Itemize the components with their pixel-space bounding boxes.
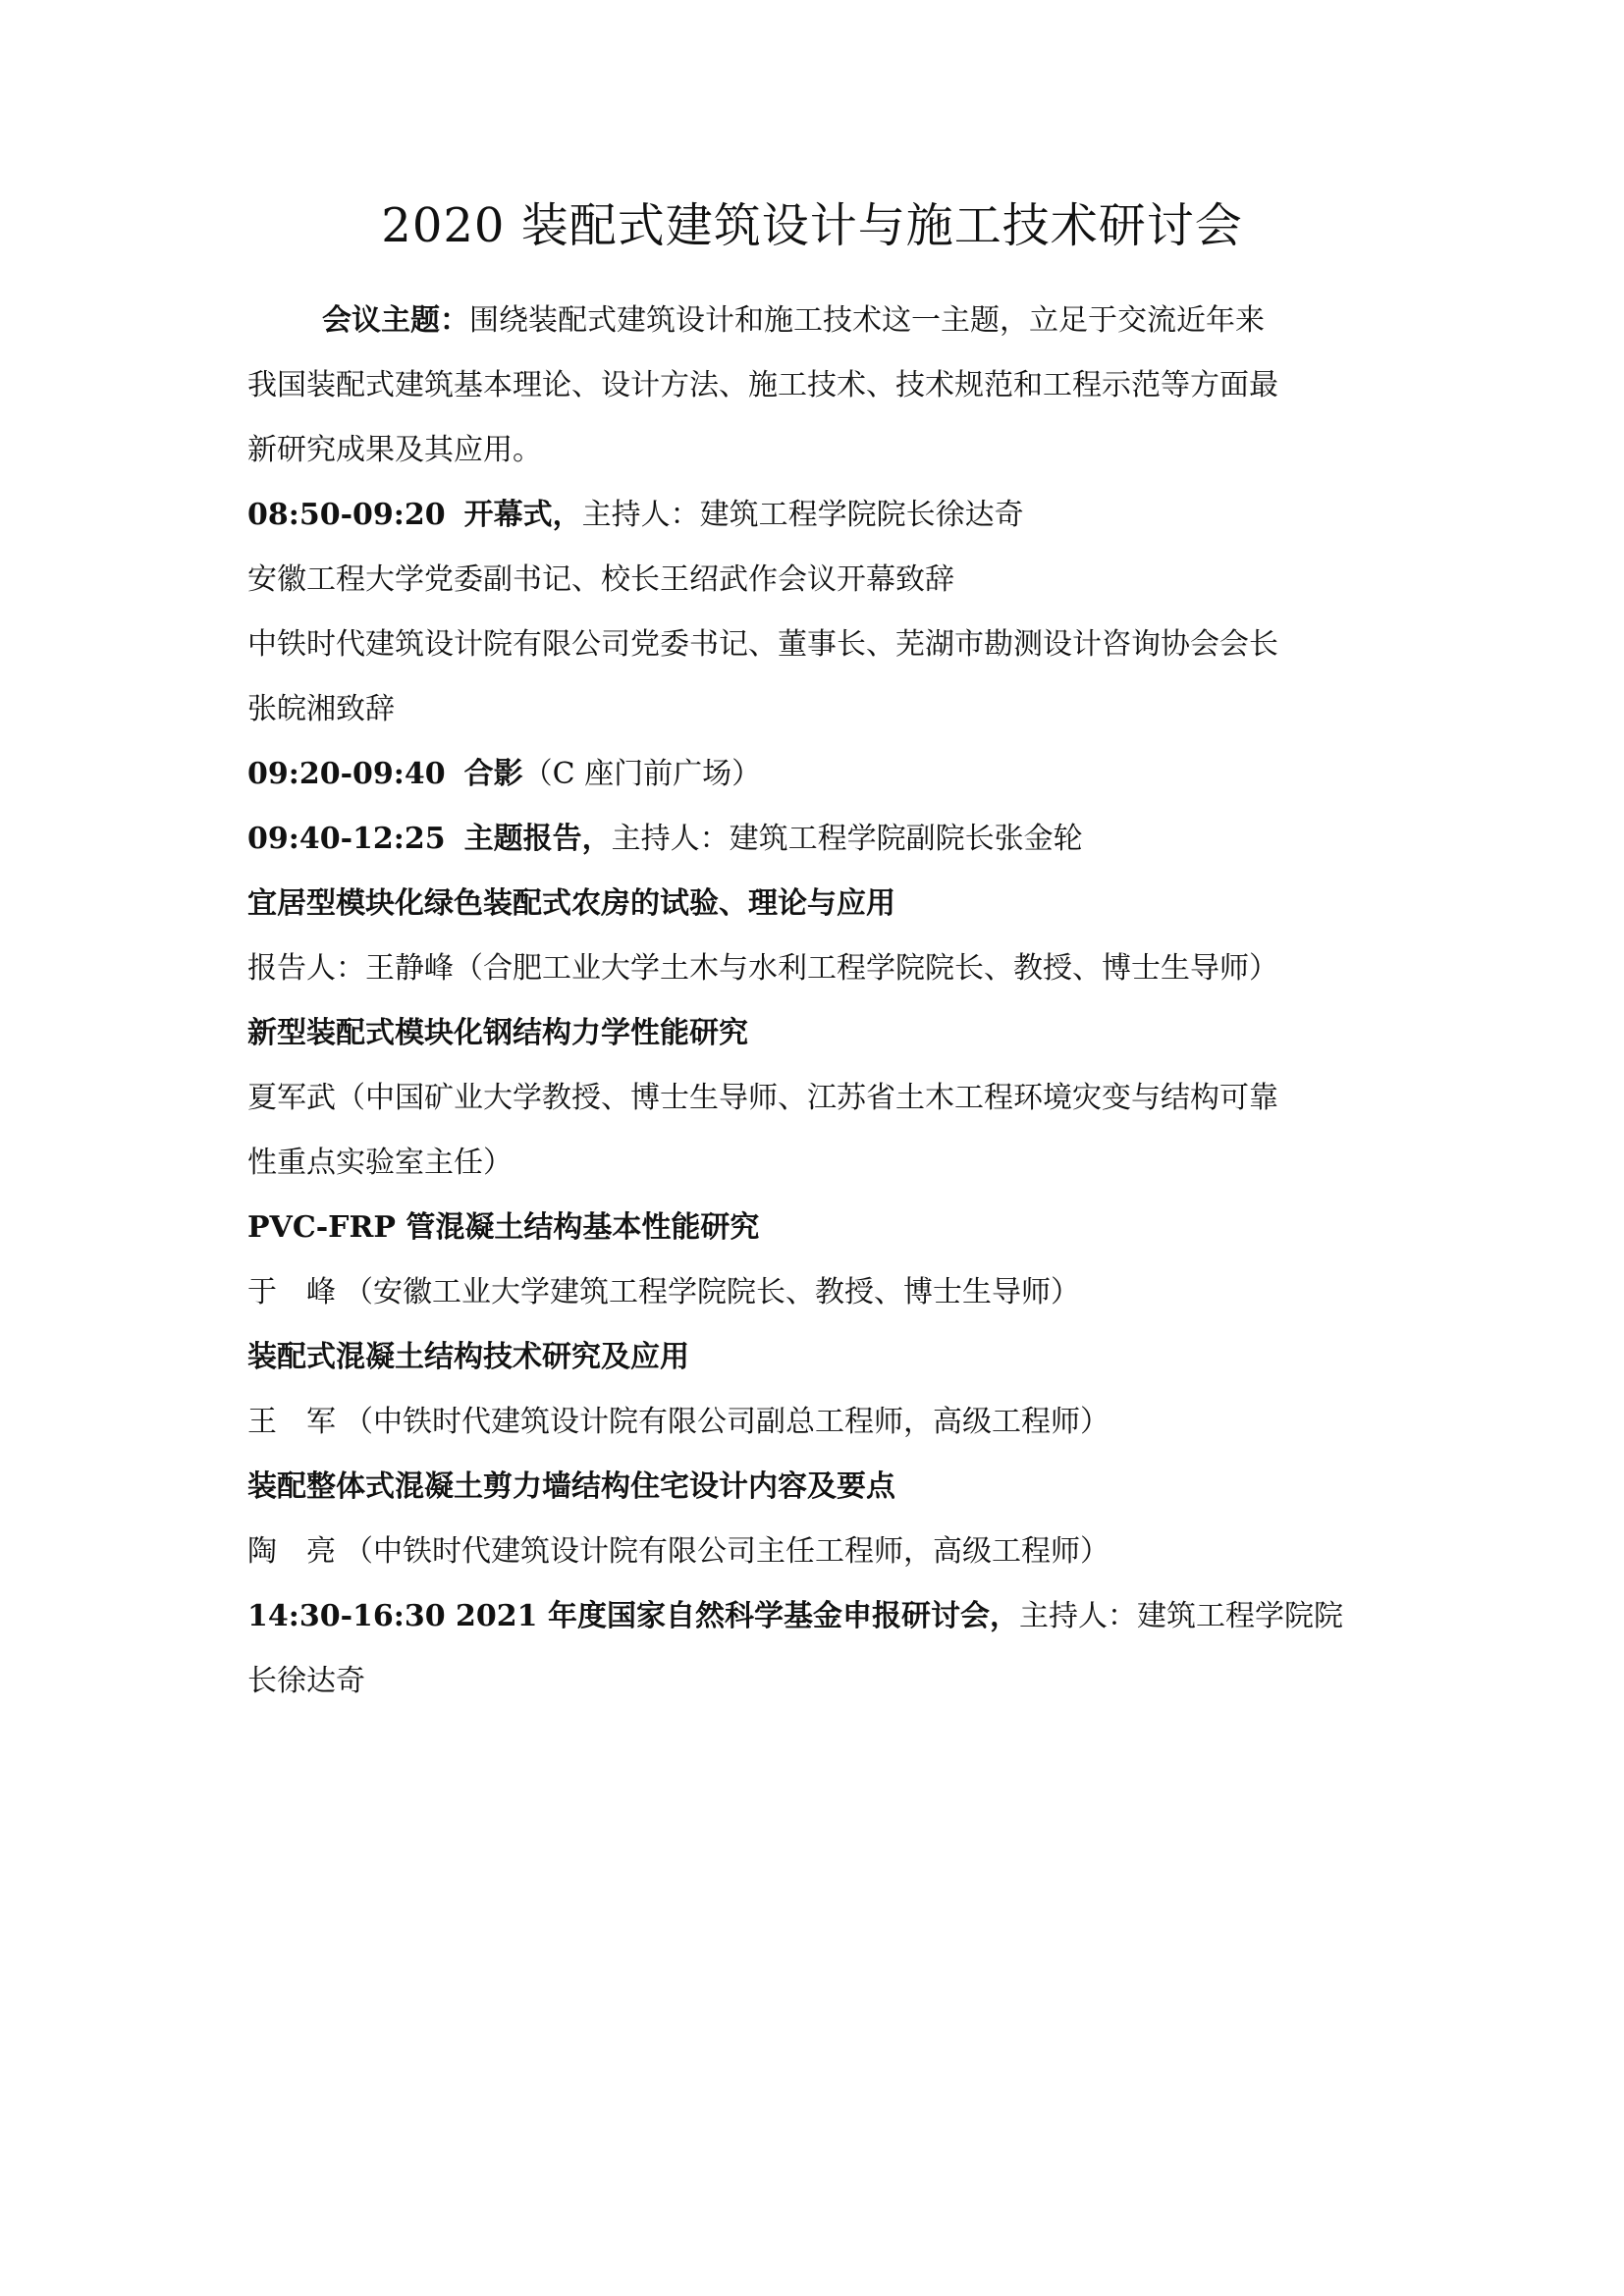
talk-title-2: 新型装配式模块化钢结构力学性能研究: [247, 1016, 748, 1050]
opening-heading: [247, 483, 1386, 548]
theme-line-2: 我国装配式建筑基本理论、设计方法、施工技术、技术规范和工程示范等方面最: [247, 368, 1278, 402]
talk-title-1: 宜居型模块化绿色装配式农房的试验、理论与应用: [247, 886, 895, 921]
keynote-host: 主持人：建筑工程学院副院长张金轮: [611, 822, 1083, 856]
speaker-info-5: （中铁时代建筑设计院有限公司主任工程师，高级工程师）: [344, 1534, 1110, 1569]
keynote-time: 09:40-12:25: [247, 822, 446, 856]
afternoon-host-line-2: 长徐达奇: [247, 1664, 365, 1698]
afternoon-time-name: 14:30-16:30 2021 年度国家自然科学基金申报研讨会，: [247, 1599, 1019, 1633]
theme-line-1: [247, 289, 1386, 353]
document-body: [247, 289, 1386, 1714]
photo-location: （C 座门前广场）: [522, 757, 762, 791]
keynote-heading: [247, 807, 1386, 872]
talk-speaker-4: [247, 1390, 1386, 1455]
talk-speaker-2-line-1: 夏军武（中国矿业大学教授、博士生导师、江苏省土木工程环境灾变与结构可靠: [247, 1081, 1278, 1115]
talk-speaker-1: 报告人：王静峰（合肥工业大学土木与水利工程学院院长、教授、博士生导师）: [247, 951, 1278, 986]
theme-text-1: 围绕装配式建筑设计和施工技术这一主题，立足于交流近年来: [469, 303, 1265, 338]
opening-host: 主持人：建筑工程学院院长徐达奇: [581, 498, 1024, 532]
talk-title-4: 装配式混凝土结构技术研究及应用: [247, 1340, 689, 1374]
opening-name: 开幕式，: [463, 498, 582, 532]
speaker-info-4: （中铁时代建筑设计院有限公司副总工程师，高级工程师）: [344, 1405, 1110, 1439]
opening-time: 08:50-09:20: [247, 498, 446, 532]
talk-title-3: PVC-FRP 管混凝土结构基本性能研究: [247, 1210, 760, 1245]
talk-speaker-3: [247, 1260, 1386, 1325]
photo-name: 合影: [463, 757, 523, 791]
theme-label: 会议主题：: [322, 303, 469, 338]
afternoon-host-1: 主持人：建筑工程学院院: [1018, 1599, 1343, 1633]
page-title: 2020 装配式建筑设计与施工技术研讨会: [381, 198, 1243, 253]
speaker-name-3: 于 峰: [247, 1275, 336, 1309]
speaker-info-3: （安徽工业大学建筑工程学院院长、教授、博士生导师）: [344, 1275, 1080, 1309]
talk-title-5: 装配整体式混凝土剪力墙结构住宅设计内容及要点: [247, 1469, 895, 1504]
theme-line-3: 新研究成果及其应用。: [247, 433, 542, 467]
speaker-name-5: 陶 亮: [247, 1534, 336, 1569]
opening-speech-1: 安徽工程大学党委副书记、校长王绍武作会议开幕致辞: [247, 562, 954, 597]
speaker-name-4: 王 军: [247, 1405, 336, 1439]
keynote-name: 主题报告，: [463, 822, 612, 856]
afternoon-heading: [247, 1584, 1386, 1649]
opening-speech-2: 中铁时代建筑设计院有限公司党委书记、董事长、芜湖市勘测设计咨询协会会长: [247, 627, 1278, 662]
photo-time: 09:20-09:40: [247, 757, 446, 791]
opening-speech-3: 张皖湘致辞: [247, 692, 395, 726]
photo-heading: [247, 742, 1386, 807]
talk-speaker-2-line-2: 性重点实验室主任）: [247, 1146, 513, 1180]
talk-speaker-5: [247, 1520, 1386, 1584]
